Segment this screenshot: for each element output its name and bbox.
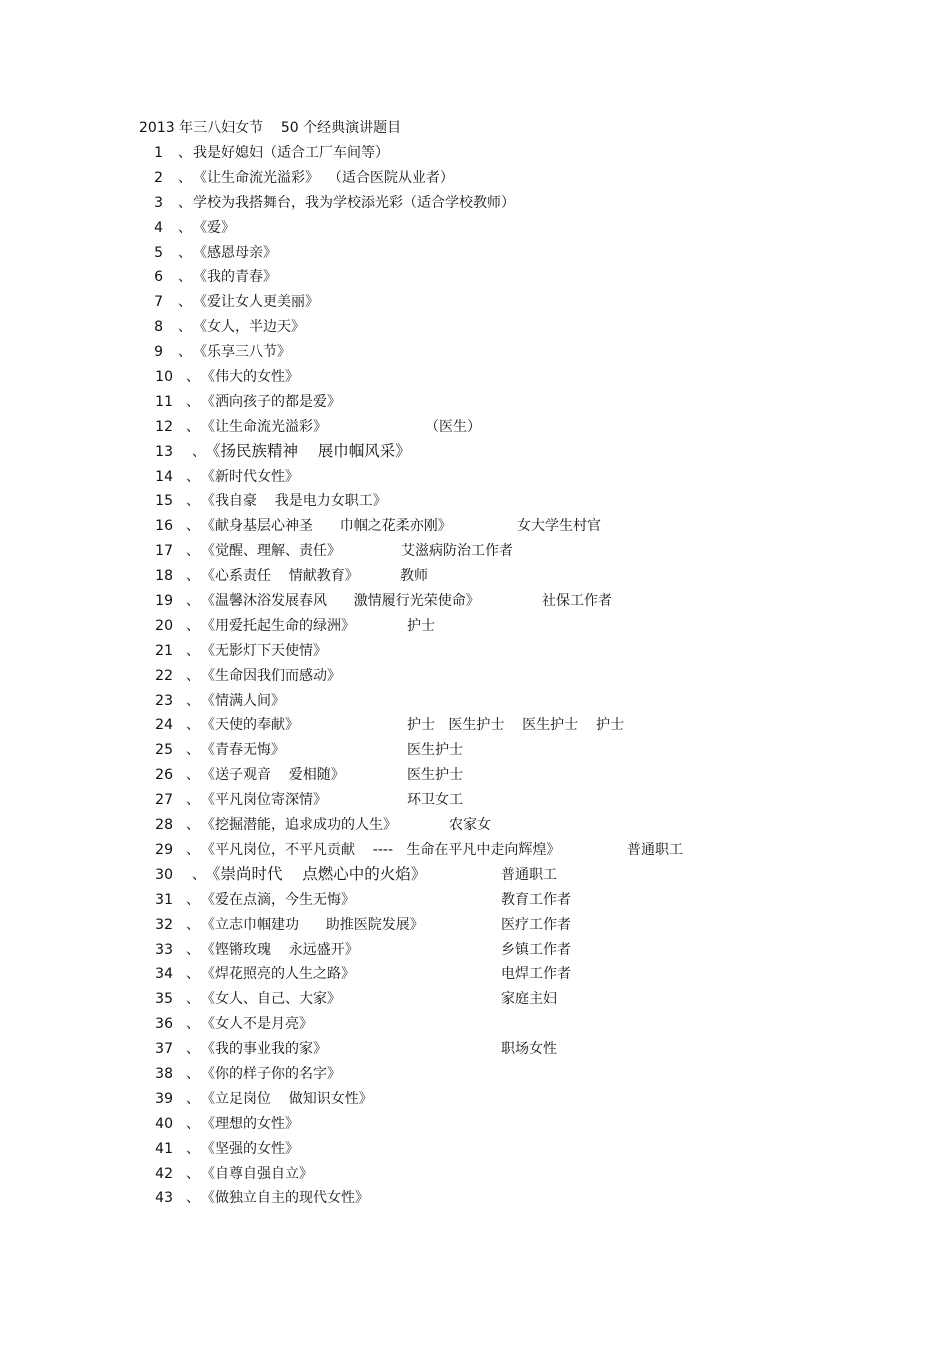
item-number: 23 bbox=[155, 692, 173, 709]
item-number: 6 bbox=[154, 269, 163, 286]
list-item bbox=[0, 317, 950, 342]
item-number: 11 bbox=[155, 393, 173, 410]
item-topic: 《觉醒、理解、责任》 bbox=[201, 543, 341, 560]
item-number: 35 bbox=[155, 991, 173, 1008]
item-separator: 、 bbox=[186, 941, 200, 958]
item-topic: 《你的样子你的名字》 bbox=[201, 1065, 341, 1082]
item-separator: 、 bbox=[178, 244, 192, 261]
item-number: 7 bbox=[154, 294, 163, 311]
item-separator: 、 bbox=[186, 817, 200, 834]
item-number: 37 bbox=[155, 1041, 173, 1058]
list-item bbox=[0, 467, 950, 492]
item-number: 39 bbox=[155, 1090, 173, 1107]
item-separator: 、 bbox=[186, 393, 200, 410]
item-number: 25 bbox=[155, 742, 173, 759]
item-separator: 、 bbox=[192, 866, 206, 883]
item-topic: 《我自豪 我是电力女职工》 bbox=[201, 493, 387, 510]
item-separator: 、 bbox=[192, 443, 206, 460]
item-audience-note: 农家女 bbox=[449, 817, 491, 834]
item-separator: 、 bbox=[178, 145, 192, 161]
item-number: 40 bbox=[155, 1115, 173, 1132]
item-topic: 《爱让女人更美丽》 bbox=[193, 294, 319, 311]
item-number: 3 bbox=[154, 194, 163, 211]
item-topic: 《铿锵玫瑰 永远盛开》 bbox=[201, 941, 359, 958]
document-title: 2013 年三八妇女节 50 个经典演讲题目 bbox=[139, 120, 402, 136]
item-topic: 《爱在点滴，今生无悔》 bbox=[201, 891, 355, 908]
item-topic: 《伟大的女性》 bbox=[201, 369, 299, 386]
list-item bbox=[0, 218, 950, 243]
item-audience-note: 电焊工作者 bbox=[501, 966, 571, 983]
item-separator: 、 bbox=[186, 966, 200, 983]
item-number: 29 bbox=[155, 841, 173, 858]
item-number: 16 bbox=[155, 518, 173, 535]
item-separator: 、 bbox=[186, 593, 200, 610]
item-separator: 、 bbox=[178, 319, 192, 336]
item-number: 33 bbox=[155, 941, 173, 958]
item-number: 5 bbox=[154, 244, 163, 261]
list-item bbox=[0, 566, 950, 591]
item-separator: 、 bbox=[186, 916, 200, 933]
item-audience-note: 家庭主妇 bbox=[501, 991, 557, 1008]
item-number: 12 bbox=[155, 418, 173, 435]
item-audience-note: 教师 bbox=[400, 568, 428, 585]
item-topic: 《焊花照亮的人生之路》 bbox=[201, 966, 355, 983]
item-topic: 《让生命流光溢彩》 （适合医院从业者） bbox=[193, 169, 454, 186]
item-topic: 《新时代女性》 bbox=[201, 468, 299, 485]
item-separator: 、 bbox=[186, 1090, 200, 1107]
item-separator: 、 bbox=[186, 717, 200, 734]
list-item bbox=[0, 840, 950, 865]
list-item bbox=[0, 267, 950, 292]
item-number: 17 bbox=[155, 543, 173, 560]
list-item bbox=[0, 417, 950, 442]
item-topic: 《立足岗位 做知识女性》 bbox=[201, 1090, 373, 1107]
item-number: 1 bbox=[154, 145, 163, 161]
item-separator: 、 bbox=[186, 742, 200, 759]
item-topic: 学校为我搭舞台，我为学校添光彩（适合学校教师） bbox=[193, 194, 515, 211]
list-item bbox=[0, 740, 950, 765]
item-topic: 《乐享三八节》 bbox=[193, 344, 291, 361]
item-audience-note: 护士 医生护士 医生护士 护士 bbox=[407, 717, 624, 734]
item-separator: 、 bbox=[186, 1165, 200, 1182]
item-audience-note: 女大学生村官 bbox=[517, 518, 601, 535]
item-topic: 《女人，半边天》 bbox=[193, 319, 305, 336]
list-item bbox=[0, 865, 950, 890]
item-topic: 《爱》 bbox=[193, 219, 235, 236]
item-separator: 、 bbox=[186, 518, 200, 535]
item-audience-note: 医生护士 bbox=[407, 742, 463, 759]
item-topic: 《无影灯下天使情》 bbox=[201, 642, 327, 659]
item-separator: 、 bbox=[178, 194, 192, 211]
item-number: 41 bbox=[155, 1140, 173, 1157]
item-number: 31 bbox=[155, 891, 173, 908]
item-number: 8 bbox=[154, 319, 163, 336]
item-topic: 《洒向孩子的都是爱》 bbox=[201, 393, 341, 410]
item-number: 9 bbox=[154, 344, 163, 361]
item-separator: 、 bbox=[178, 294, 192, 311]
item-separator: 、 bbox=[186, 692, 200, 709]
item-separator: 、 bbox=[186, 642, 200, 659]
list-item bbox=[0, 989, 950, 1014]
list-item bbox=[0, 168, 950, 193]
item-topic: 《心系责任 情献教育》 bbox=[201, 568, 359, 585]
list-item bbox=[0, 1064, 950, 1089]
item-topic: 《坚强的女性》 bbox=[201, 1140, 299, 1157]
item-topic: 《温馨沐浴发展春风 激情履行光荣使命》 bbox=[201, 593, 480, 610]
item-number: 32 bbox=[155, 916, 173, 933]
item-separator: 、 bbox=[178, 269, 192, 286]
list-item bbox=[0, 765, 950, 790]
list-item bbox=[0, 1188, 950, 1213]
item-number: 24 bbox=[155, 717, 173, 734]
item-topic: 《送子观音 爱相随》 bbox=[201, 767, 345, 784]
topic-list bbox=[0, 143, 950, 1213]
list-item bbox=[0, 790, 950, 815]
item-separator: 、 bbox=[178, 344, 192, 361]
list-item bbox=[0, 541, 950, 566]
list-item bbox=[0, 1089, 950, 1114]
list-item bbox=[0, 691, 950, 716]
item-topic: 《扬民族精神 展巾帼风采》 bbox=[205, 441, 411, 460]
item-number: 13 bbox=[155, 443, 173, 460]
item-topic: 《我的青春》 bbox=[193, 269, 277, 286]
item-number: 2 bbox=[154, 169, 163, 186]
list-item bbox=[0, 641, 950, 666]
item-topic: 《女人、自己、大家》 bbox=[201, 991, 341, 1008]
item-topic: 《崇尚时代 点燃心中的火焰》 bbox=[205, 864, 427, 883]
list-item bbox=[0, 666, 950, 691]
list-item bbox=[0, 890, 950, 915]
item-separator: 、 bbox=[186, 891, 200, 908]
item-number: 26 bbox=[155, 767, 173, 784]
item-topic: 《理想的女性》 bbox=[201, 1115, 299, 1132]
item-audience-note: 教育工作者 bbox=[501, 891, 571, 908]
item-topic: 《生命因我们而感动》 bbox=[201, 667, 341, 684]
item-topic: 《立志巾帼建功 助推医院发展》 bbox=[201, 916, 424, 933]
item-audience-note: 医生护士 bbox=[407, 767, 463, 784]
list-item bbox=[0, 193, 950, 218]
item-separator: 、 bbox=[186, 1115, 200, 1132]
item-number: 10 bbox=[155, 369, 173, 386]
item-topic: 我是好媳妇（适合工厂车间等） bbox=[193, 145, 389, 161]
item-topic: 《女人不是月亮》 bbox=[201, 1016, 313, 1033]
item-separator: 、 bbox=[186, 493, 200, 510]
item-topic: 《挖掘潜能，追求成功的人生》 bbox=[201, 817, 397, 834]
list-item bbox=[0, 367, 950, 392]
item-number: 34 bbox=[155, 966, 173, 983]
item-number: 28 bbox=[155, 817, 173, 834]
item-topic: 《情满人间》 bbox=[201, 692, 285, 709]
item-number: 20 bbox=[155, 617, 173, 634]
list-item bbox=[0, 516, 950, 541]
list-item bbox=[0, 1164, 950, 1189]
item-number: 22 bbox=[155, 667, 173, 684]
item-separator: 、 bbox=[178, 169, 192, 186]
item-separator: 、 bbox=[186, 468, 200, 485]
item-topic: 《用爱托起生命的绿洲》 bbox=[201, 617, 355, 634]
item-number: 21 bbox=[155, 642, 173, 659]
item-audience-note: 社保工作者 bbox=[542, 593, 612, 610]
item-number: 43 bbox=[155, 1190, 173, 1207]
item-audience-note: 环卫女工 bbox=[407, 792, 463, 809]
item-audience-note: 艾滋病防治工作者 bbox=[401, 543, 513, 560]
item-topic: 《天使的奉献》 bbox=[201, 717, 299, 734]
item-audience-note: 普通职工 bbox=[501, 866, 557, 883]
item-topic: 《我的事业我的家》 bbox=[201, 1041, 327, 1058]
item-number: 4 bbox=[154, 219, 163, 236]
item-audience-note: （医生） bbox=[425, 418, 481, 435]
item-audience-note: 职场女性 bbox=[501, 1041, 557, 1058]
item-topic: 《感恩母亲》 bbox=[193, 244, 277, 261]
item-separator: 、 bbox=[186, 1016, 200, 1033]
item-separator: 、 bbox=[186, 792, 200, 809]
list-item bbox=[0, 143, 950, 168]
item-audience-note: 医疗工作者 bbox=[501, 916, 571, 933]
item-topic: 《青春无悔》 bbox=[201, 742, 285, 759]
item-number: 19 bbox=[155, 593, 173, 610]
item-separator: 、 bbox=[186, 418, 200, 435]
list-item bbox=[0, 392, 950, 417]
list-item bbox=[0, 616, 950, 641]
item-topic: 《做独立自主的现代女性》 bbox=[201, 1190, 369, 1207]
list-item bbox=[0, 491, 950, 516]
item-separator: 、 bbox=[186, 1140, 200, 1157]
item-topic: 《让生命流光溢彩》 bbox=[201, 418, 327, 435]
list-item bbox=[0, 243, 950, 268]
list-item bbox=[0, 591, 950, 616]
item-topic: 《平凡岗位，不平凡贡献 ---- 生命在平凡中走向辉煌》 bbox=[201, 841, 561, 858]
item-separator: 、 bbox=[186, 991, 200, 1008]
list-item bbox=[0, 442, 950, 467]
item-separator: 、 bbox=[186, 617, 200, 634]
item-audience-note: 乡镇工作者 bbox=[501, 941, 571, 958]
item-audience-note: 护士 bbox=[407, 617, 435, 634]
item-separator: 、 bbox=[186, 1190, 200, 1207]
item-separator: 、 bbox=[178, 219, 192, 236]
list-item bbox=[0, 940, 950, 965]
list-item bbox=[0, 342, 950, 367]
item-number: 42 bbox=[155, 1165, 173, 1182]
list-item bbox=[0, 1014, 950, 1039]
item-number: 15 bbox=[155, 493, 173, 510]
list-item bbox=[0, 1039, 950, 1064]
list-item bbox=[0, 292, 950, 317]
list-item bbox=[0, 915, 950, 940]
item-number: 38 bbox=[155, 1065, 173, 1082]
list-item bbox=[0, 1139, 950, 1164]
item-separator: 、 bbox=[186, 667, 200, 684]
item-audience-note: 普通职工 bbox=[627, 841, 683, 858]
item-number: 18 bbox=[155, 568, 173, 585]
item-separator: 、 bbox=[186, 369, 200, 386]
item-topic: 《平凡岗位寄深情》 bbox=[201, 792, 327, 809]
item-number: 27 bbox=[155, 792, 173, 809]
item-separator: 、 bbox=[186, 568, 200, 585]
item-topic: 《自尊自强自立》 bbox=[201, 1165, 313, 1182]
item-separator: 、 bbox=[186, 767, 200, 784]
list-item bbox=[0, 815, 950, 840]
item-separator: 、 bbox=[186, 841, 200, 858]
item-separator: 、 bbox=[186, 1065, 200, 1082]
list-item bbox=[0, 715, 950, 740]
item-topic: 《献身基层心神圣 巾帼之花柔亦刚》 bbox=[201, 518, 452, 535]
item-number: 36 bbox=[155, 1016, 173, 1033]
item-number: 14 bbox=[155, 468, 173, 485]
item-separator: 、 bbox=[186, 1041, 200, 1058]
item-number: 30 bbox=[155, 866, 173, 883]
item-separator: 、 bbox=[186, 543, 200, 560]
list-item bbox=[0, 964, 950, 989]
list-item bbox=[0, 1114, 950, 1139]
